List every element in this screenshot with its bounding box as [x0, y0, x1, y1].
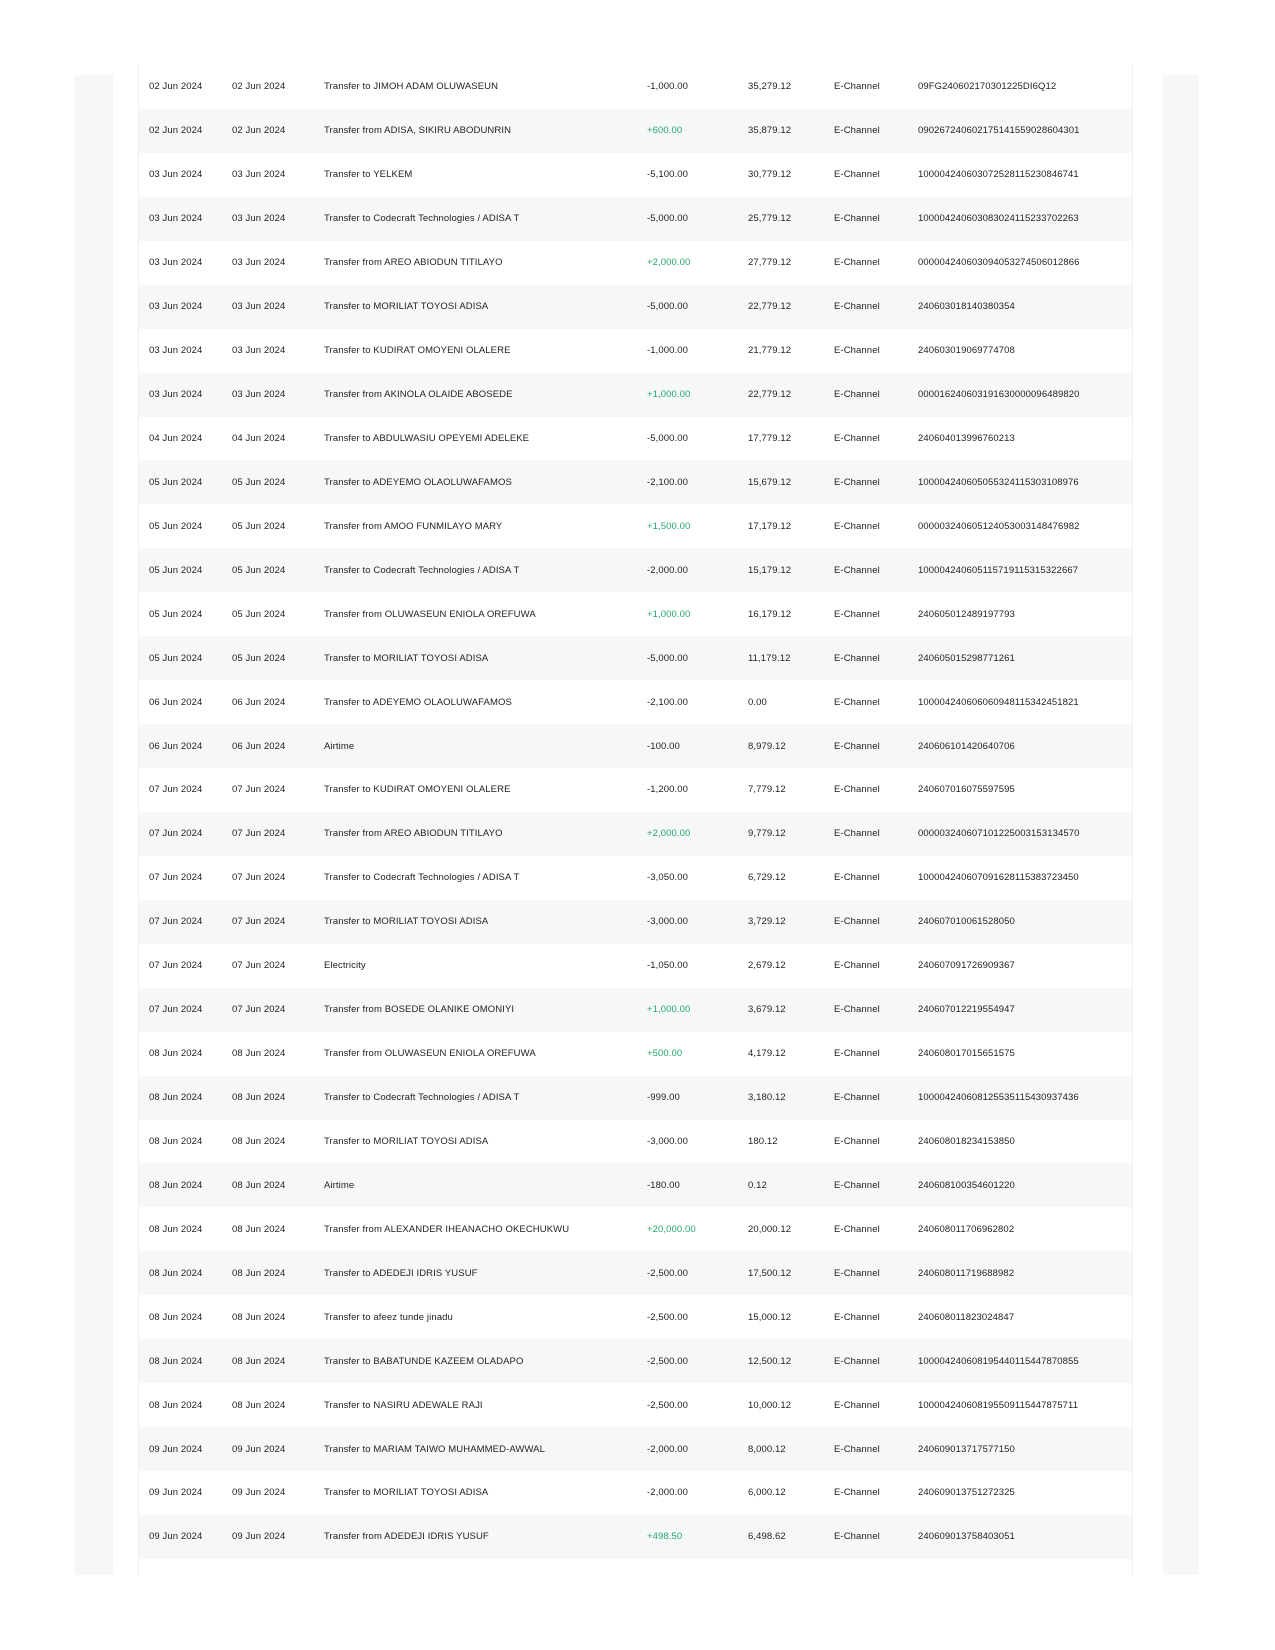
cell-amount: -1,200.00	[647, 784, 689, 796]
cell-transaction-date: 07 Jun 2024	[149, 784, 203, 796]
cell-reference: 100004240603072528115230846741	[918, 169, 1079, 181]
cell-transaction-date: 02 Jun 2024	[149, 81, 203, 93]
cell-amount: -2,000.00	[647, 1443, 689, 1455]
cell-channel: E-Channel	[834, 1223, 880, 1235]
cell-channel: E-Channel	[834, 1267, 880, 1279]
cell-balance: 8,979.12	[748, 740, 786, 752]
cell-transaction-date: 03 Jun 2024	[149, 345, 203, 357]
cell-value-date: 06 Jun 2024	[232, 696, 286, 708]
cell-channel: E-Channel	[834, 476, 880, 488]
cell-channel: E-Channel	[834, 784, 880, 796]
cell-transaction-date: 05 Jun 2024	[149, 476, 203, 488]
cell-description: Transfer to MORILIAT TOYOSI ADISA	[324, 301, 489, 313]
cell-value-date: 03 Jun 2024	[232, 213, 286, 225]
cell-value-date: 03 Jun 2024	[232, 301, 286, 313]
table-row	[139, 329, 1132, 373]
cell-value-date: 03 Jun 2024	[232, 169, 286, 181]
cell-balance: 35,879.12	[748, 125, 792, 137]
table-row	[139, 1295, 1132, 1339]
cell-amount: -3,050.00	[647, 872, 689, 884]
cell-channel: E-Channel	[834, 1355, 880, 1367]
cell-balance: 0.00	[748, 696, 767, 708]
table-row	[139, 1339, 1132, 1383]
cell-value-date: 08 Jun 2024	[232, 1179, 286, 1191]
cell-balance: 15,179.12	[748, 564, 792, 576]
cell-transaction-date: 08 Jun 2024	[149, 1355, 203, 1367]
cell-amount: +1,000.00	[647, 1004, 691, 1016]
cell-transaction-date: 03 Jun 2024	[149, 169, 203, 181]
cell-description: Transfer to BABATUNDE KAZEEM OLADAPO	[324, 1355, 524, 1367]
cell-value-date: 03 Jun 2024	[232, 345, 286, 357]
cell-balance: 3,679.12	[748, 1004, 786, 1016]
cell-channel: E-Channel	[834, 960, 880, 972]
cell-description: Airtime	[324, 740, 355, 752]
cell-value-date: 03 Jun 2024	[232, 257, 286, 269]
cell-reference: 100004240608125535115430937436	[918, 1092, 1079, 1104]
table-row	[139, 1515, 1132, 1559]
cell-value-date: 09 Jun 2024	[232, 1443, 286, 1455]
cell-transaction-date: 08 Jun 2024	[149, 1311, 203, 1323]
cell-channel: E-Channel	[834, 520, 880, 532]
cell-reference: 100004240607091628115383723450	[918, 872, 1079, 884]
cell-reference: 240608011706962802	[918, 1223, 1015, 1235]
cell-description: Electricity	[324, 960, 366, 972]
cell-channel: E-Channel	[834, 916, 880, 928]
table-row	[139, 460, 1132, 504]
cell-balance: 6,000.12	[748, 1487, 786, 1499]
table-row	[139, 856, 1132, 900]
table-row	[139, 900, 1132, 944]
cell-reference: 000003240605124053003148476982	[918, 520, 1080, 532]
cell-reference: 240605015298771261	[918, 652, 1015, 664]
cell-description: Transfer to Codecraft Technologies / ADISA T	[324, 1092, 520, 1104]
table-row	[139, 65, 1132, 109]
cell-description: Transfer to YELKEM	[324, 169, 413, 181]
cell-amount: -5,100.00	[647, 169, 689, 181]
table-row	[139, 1427, 1132, 1471]
cell-description: Transfer to afeez tunde jinadu	[324, 1311, 453, 1323]
cell-value-date: 03 Jun 2024	[232, 389, 286, 401]
cell-amount: -5,000.00	[647, 652, 689, 664]
cell-balance: 21,779.12	[748, 345, 792, 357]
cell-balance: 2,679.12	[748, 960, 786, 972]
table-row	[139, 417, 1132, 461]
cell-amount: -2,500.00	[647, 1355, 689, 1367]
cell-description: Transfer to MORILIAT TOYOSI ADISA	[324, 1135, 489, 1147]
cell-channel: E-Channel	[834, 213, 880, 225]
cell-reference: 240603019069774708	[918, 345, 1015, 357]
cell-transaction-date: 07 Jun 2024	[149, 916, 203, 928]
table-row	[139, 1076, 1132, 1120]
cell-reference: 240603018140380354	[918, 301, 1015, 313]
cell-description: Transfer to MORILIAT TOYOSI ADISA	[324, 1487, 489, 1499]
cell-channel: E-Channel	[834, 1048, 880, 1060]
cell-balance: 17,179.12	[748, 520, 792, 532]
cell-balance: 22,779.12	[748, 301, 792, 313]
cell-transaction-date: 08 Jun 2024	[149, 1048, 203, 1060]
cell-channel: E-Channel	[834, 1004, 880, 1016]
cell-transaction-date: 06 Jun 2024	[149, 740, 203, 752]
table-row	[139, 812, 1132, 856]
cell-transaction-date: 07 Jun 2024	[149, 960, 203, 972]
cell-transaction-date: 07 Jun 2024	[149, 1004, 203, 1016]
cell-balance: 9,779.12	[748, 828, 786, 840]
cell-reference: 240607016075597595	[918, 784, 1015, 796]
cell-balance: 17,779.12	[748, 432, 792, 444]
cell-description: Transfer to Codecraft Technologies / ADISA T	[324, 213, 520, 225]
cell-transaction-date: 07 Jun 2024	[149, 828, 203, 840]
cell-transaction-date: 09 Jun 2024	[149, 1487, 203, 1499]
cell-reference: 240607010061528050	[918, 916, 1015, 928]
cell-transaction-date: 08 Jun 2024	[149, 1223, 203, 1235]
cell-balance: 12,500.12	[748, 1355, 792, 1367]
cell-channel: E-Channel	[834, 1531, 880, 1543]
cell-balance: 30,779.12	[748, 169, 792, 181]
table-row	[139, 636, 1132, 680]
table-row	[139, 285, 1132, 329]
statement-sheet	[138, 65, 1133, 1575]
cell-channel: E-Channel	[834, 81, 880, 93]
cell-reference: 000003240607101225003153134570	[918, 828, 1080, 840]
cell-amount: +1,000.00	[647, 389, 691, 401]
cell-description: Transfer to MORILIAT TOYOSI ADISA	[324, 916, 489, 928]
cell-description: Transfer to Codecraft Technologies / ADISA T	[324, 564, 520, 576]
cell-description: Transfer from OLUWASEUN ENIOLA OREFUWA	[324, 608, 536, 620]
cell-reference: 100004240606060948115342451821	[918, 696, 1079, 708]
cell-value-date: 07 Jun 2024	[232, 828, 286, 840]
cell-channel: E-Channel	[834, 345, 880, 357]
cell-amount: -1,000.00	[647, 81, 689, 93]
cell-amount: -1,000.00	[647, 345, 689, 357]
cell-description: Transfer from ADISA, SIKIRU ABODUNRIN	[324, 125, 512, 137]
cell-reference: 240608011823024847	[918, 1311, 1015, 1323]
cell-description: Transfer to Codecraft Technologies / ADISA T	[324, 872, 520, 884]
table-row	[139, 944, 1132, 988]
cell-value-date: 09 Jun 2024	[232, 1487, 286, 1499]
cell-amount: +1,000.00	[647, 608, 691, 620]
cell-reference: 240608011719688982	[918, 1267, 1015, 1279]
table-row	[139, 592, 1132, 636]
cell-transaction-date: 05 Jun 2024	[149, 564, 203, 576]
table-row	[139, 768, 1132, 812]
cell-description: Transfer from AREO ABIODUN TITILAYO	[324, 828, 503, 840]
cell-channel: E-Channel	[834, 257, 880, 269]
cell-balance: 15,679.12	[748, 476, 792, 488]
cell-value-date: 06 Jun 2024	[232, 740, 286, 752]
cell-transaction-date: 04 Jun 2024	[149, 432, 203, 444]
cell-reference: 09FG240602170301225DI6Q12	[918, 81, 1057, 93]
cell-balance: 22,779.12	[748, 389, 792, 401]
cell-amount: -2,000.00	[647, 1487, 689, 1499]
table-row	[139, 197, 1132, 241]
table-row	[139, 504, 1132, 548]
cell-amount: +600.00	[647, 125, 683, 137]
cell-transaction-date: 07 Jun 2024	[149, 872, 203, 884]
cell-value-date: 08 Jun 2024	[232, 1223, 286, 1235]
cell-reference: 100004240603083024115233702263	[918, 213, 1079, 225]
cell-description: Airtime	[324, 1179, 355, 1191]
cell-balance: 0.12	[748, 1179, 767, 1191]
cell-reference: 240604013996760213	[918, 432, 1015, 444]
table-row	[139, 1251, 1132, 1295]
cell-channel: E-Channel	[834, 1487, 880, 1499]
cell-balance: 16,179.12	[748, 608, 792, 620]
cell-transaction-date: 08 Jun 2024	[149, 1179, 203, 1191]
cell-reference: 000004240603094053274506012866	[918, 257, 1080, 269]
cell-value-date: 07 Jun 2024	[232, 872, 286, 884]
cell-value-date: 05 Jun 2024	[232, 652, 286, 664]
cell-balance: 7,779.12	[748, 784, 786, 796]
cell-value-date: 07 Jun 2024	[232, 960, 286, 972]
cell-reference: 100004240605115719115315322667	[918, 564, 1079, 576]
cell-amount: +2,000.00	[647, 828, 691, 840]
cell-value-date: 02 Jun 2024	[232, 81, 286, 93]
cell-balance: 4,179.12	[748, 1048, 786, 1060]
cell-amount: -2,100.00	[647, 696, 689, 708]
cell-value-date: 08 Jun 2024	[232, 1135, 286, 1147]
table-row	[139, 1032, 1132, 1076]
cell-balance: 27,779.12	[748, 257, 792, 269]
cell-amount: +498.50	[647, 1531, 683, 1543]
cell-value-date: 07 Jun 2024	[232, 784, 286, 796]
table-row	[139, 153, 1132, 197]
cell-reference: 240609013751272325	[918, 1487, 1015, 1499]
cell-description: Transfer from AKINOLA OLAIDE ABOSEDE	[324, 389, 513, 401]
cell-value-date: 02 Jun 2024	[232, 125, 286, 137]
cell-description: Transfer to JIMOH ADAM OLUWASEUN	[324, 81, 499, 93]
cell-amount: -5,000.00	[647, 432, 689, 444]
cell-channel: E-Channel	[834, 828, 880, 840]
cell-description: Transfer to KUDIRAT OMOYENI OLALERE	[324, 784, 511, 796]
cell-value-date: 04 Jun 2024	[232, 432, 286, 444]
cell-description: Transfer from BOSEDE OLANIKE OMONIYI	[324, 1004, 515, 1016]
cell-channel: E-Channel	[834, 564, 880, 576]
cell-value-date: 08 Jun 2024	[232, 1399, 286, 1411]
cell-amount: +20,000.00	[647, 1223, 696, 1235]
right-margin-band	[1163, 75, 1199, 1575]
cell-transaction-date: 08 Jun 2024	[149, 1267, 203, 1279]
cell-amount: -2,500.00	[647, 1399, 689, 1411]
cell-balance: 17,500.12	[748, 1267, 792, 1279]
cell-amount: -180.00	[647, 1179, 680, 1191]
cell-value-date: 08 Jun 2024	[232, 1267, 286, 1279]
cell-value-date: 05 Jun 2024	[232, 520, 286, 532]
cell-transaction-date: 03 Jun 2024	[149, 213, 203, 225]
cell-amount: +2,000.00	[647, 257, 691, 269]
cell-description: Transfer to MORILIAT TOYOSI ADISA	[324, 652, 489, 664]
cell-description: Transfer from ADEDEJI IDRIS YUSUF	[324, 1531, 489, 1543]
cell-amount: -3,000.00	[647, 916, 689, 928]
cell-channel: E-Channel	[834, 740, 880, 752]
cell-balance: 3,729.12	[748, 916, 786, 928]
cell-balance: 6,729.12	[748, 872, 786, 884]
cell-reference: 240608018234153850	[918, 1135, 1015, 1147]
table-row	[139, 373, 1132, 417]
cell-balance: 10,000.12	[748, 1399, 792, 1411]
cell-transaction-date: 08 Jun 2024	[149, 1092, 203, 1104]
cell-transaction-date: 09 Jun 2024	[149, 1531, 203, 1543]
cell-description: Transfer to NASIRU ADEWALE RAJI	[324, 1399, 483, 1411]
cell-channel: E-Channel	[834, 125, 880, 137]
cell-reference: 000016240603191630000096489820	[918, 389, 1080, 401]
cell-balance: 25,779.12	[748, 213, 792, 225]
cell-reference: 240607012219554947	[918, 1004, 1015, 1016]
cell-balance: 6,498.62	[748, 1531, 786, 1543]
cell-transaction-date: 03 Jun 2024	[149, 301, 203, 313]
cell-channel: E-Channel	[834, 872, 880, 884]
cell-channel: E-Channel	[834, 608, 880, 620]
cell-transaction-date: 08 Jun 2024	[149, 1399, 203, 1411]
cell-channel: E-Channel	[834, 389, 880, 401]
cell-channel: E-Channel	[834, 1092, 880, 1104]
cell-reference: 240608100354601220	[918, 1179, 1015, 1191]
cell-amount: -3,000.00	[647, 1135, 689, 1147]
cell-balance: 11,179.12	[748, 652, 791, 664]
cell-description: Transfer from AREO ABIODUN TITILAYO	[324, 257, 503, 269]
cell-balance: 35,279.12	[748, 81, 792, 93]
cell-transaction-date: 03 Jun 2024	[149, 257, 203, 269]
transactions-table	[139, 65, 1132, 1559]
cell-reference: 090267240602175141559028604301	[918, 125, 1080, 137]
cell-description: Transfer from OLUWASEUN ENIOLA OREFUWA	[324, 1048, 536, 1060]
table-row	[139, 1383, 1132, 1427]
table-row	[139, 988, 1132, 1032]
cell-transaction-date: 02 Jun 2024	[149, 125, 203, 137]
cell-channel: E-Channel	[834, 1443, 880, 1455]
cell-value-date: 07 Jun 2024	[232, 1004, 286, 1016]
cell-balance: 3,180.12	[748, 1092, 786, 1104]
cell-reference: 240608017015651575	[918, 1048, 1015, 1060]
cell-reference: 100004240608195440115447870855	[918, 1355, 1079, 1367]
cell-amount: -2,000.00	[647, 564, 689, 576]
cell-amount: -2,500.00	[647, 1267, 689, 1279]
cell-channel: E-Channel	[834, 1179, 880, 1191]
cell-channel: E-Channel	[834, 696, 880, 708]
cell-description: Transfer to ADEYEMO OLAOLUWAFAMOS	[324, 476, 512, 488]
cell-description: Transfer from AMOO FUNMILAYO MARY	[324, 520, 503, 532]
table-row	[139, 680, 1132, 724]
cell-channel: E-Channel	[834, 1399, 880, 1411]
cell-transaction-date: 05 Jun 2024	[149, 652, 203, 664]
cell-channel: E-Channel	[834, 1135, 880, 1147]
cell-amount: -1,050.00	[647, 960, 689, 972]
cell-transaction-date: 05 Jun 2024	[149, 520, 203, 532]
cell-balance: 8,000.12	[748, 1443, 786, 1455]
cell-value-date: 08 Jun 2024	[232, 1092, 286, 1104]
cell-channel: E-Channel	[834, 1311, 880, 1323]
cell-amount: +500.00	[647, 1048, 683, 1060]
table-row	[139, 1163, 1132, 1207]
table-row	[139, 724, 1132, 768]
cell-amount: -5,000.00	[647, 301, 689, 313]
cell-channel: E-Channel	[834, 432, 880, 444]
cell-transaction-date: 05 Jun 2024	[149, 608, 203, 620]
cell-description: Transfer to MARIAM TAIWO MUHAMMED-AWWAL	[324, 1443, 545, 1455]
cell-balance: 15,000.12	[748, 1311, 792, 1323]
cell-amount: -2,500.00	[647, 1311, 689, 1323]
cell-amount: +1,500.00	[647, 520, 691, 532]
cell-description: Transfer to ADEYEMO OLAOLUWAFAMOS	[324, 696, 512, 708]
cell-value-date: 05 Jun 2024	[232, 564, 286, 576]
table-row	[139, 241, 1132, 285]
table-row	[139, 109, 1132, 153]
table-row	[139, 1471, 1132, 1515]
cell-reference: 240606101420640706	[918, 740, 1015, 752]
cell-description: Transfer to KUDIRAT OMOYENI OLALERE	[324, 345, 511, 357]
left-margin-band	[74, 75, 113, 1575]
cell-value-date: 08 Jun 2024	[232, 1311, 286, 1323]
cell-value-date: 09 Jun 2024	[232, 1531, 286, 1543]
cell-amount: -2,100.00	[647, 476, 689, 488]
cell-value-date: 07 Jun 2024	[232, 916, 286, 928]
cell-channel: E-Channel	[834, 169, 880, 181]
cell-value-date: 08 Jun 2024	[232, 1048, 286, 1060]
cell-value-date: 05 Jun 2024	[232, 476, 286, 488]
table-row	[139, 1120, 1132, 1164]
cell-amount: -999.00	[647, 1092, 680, 1104]
cell-description: Transfer from ALEXANDER IHEANACHO OKECHUKWU	[324, 1223, 570, 1235]
cell-reference: 100004240608195509115447875711	[918, 1399, 1079, 1411]
cell-transaction-date: 06 Jun 2024	[149, 696, 203, 708]
cell-value-date: 08 Jun 2024	[232, 1355, 286, 1367]
transactions-body	[139, 65, 1132, 1559]
cell-reference: 240607091726909367	[918, 960, 1015, 972]
cell-description: Transfer to ABDULWASIU OPEYEMI ADELEKE	[324, 432, 530, 444]
cell-balance: 20,000.12	[748, 1223, 792, 1235]
cell-reference: 240609013717577150	[918, 1443, 1015, 1455]
cell-reference: 240609013758403051	[918, 1531, 1015, 1543]
cell-reference: 100004240605055324115303108976	[918, 476, 1079, 488]
cell-description: Transfer to ADEDEJI IDRIS YUSUF	[324, 1267, 478, 1279]
cell-reference: 240605012489197793	[918, 608, 1015, 620]
cell-amount: -5,000.00	[647, 213, 689, 225]
table-row	[139, 1207, 1132, 1251]
cell-transaction-date: 08 Jun 2024	[149, 1135, 203, 1147]
cell-channel: E-Channel	[834, 301, 880, 313]
cell-transaction-date: 09 Jun 2024	[149, 1443, 203, 1455]
cell-channel: E-Channel	[834, 652, 880, 664]
cell-balance: 180.12	[748, 1135, 778, 1147]
table-row	[139, 548, 1132, 592]
cell-amount: -100.00	[647, 740, 680, 752]
cell-value-date: 05 Jun 2024	[232, 608, 286, 620]
cell-transaction-date: 03 Jun 2024	[149, 389, 203, 401]
